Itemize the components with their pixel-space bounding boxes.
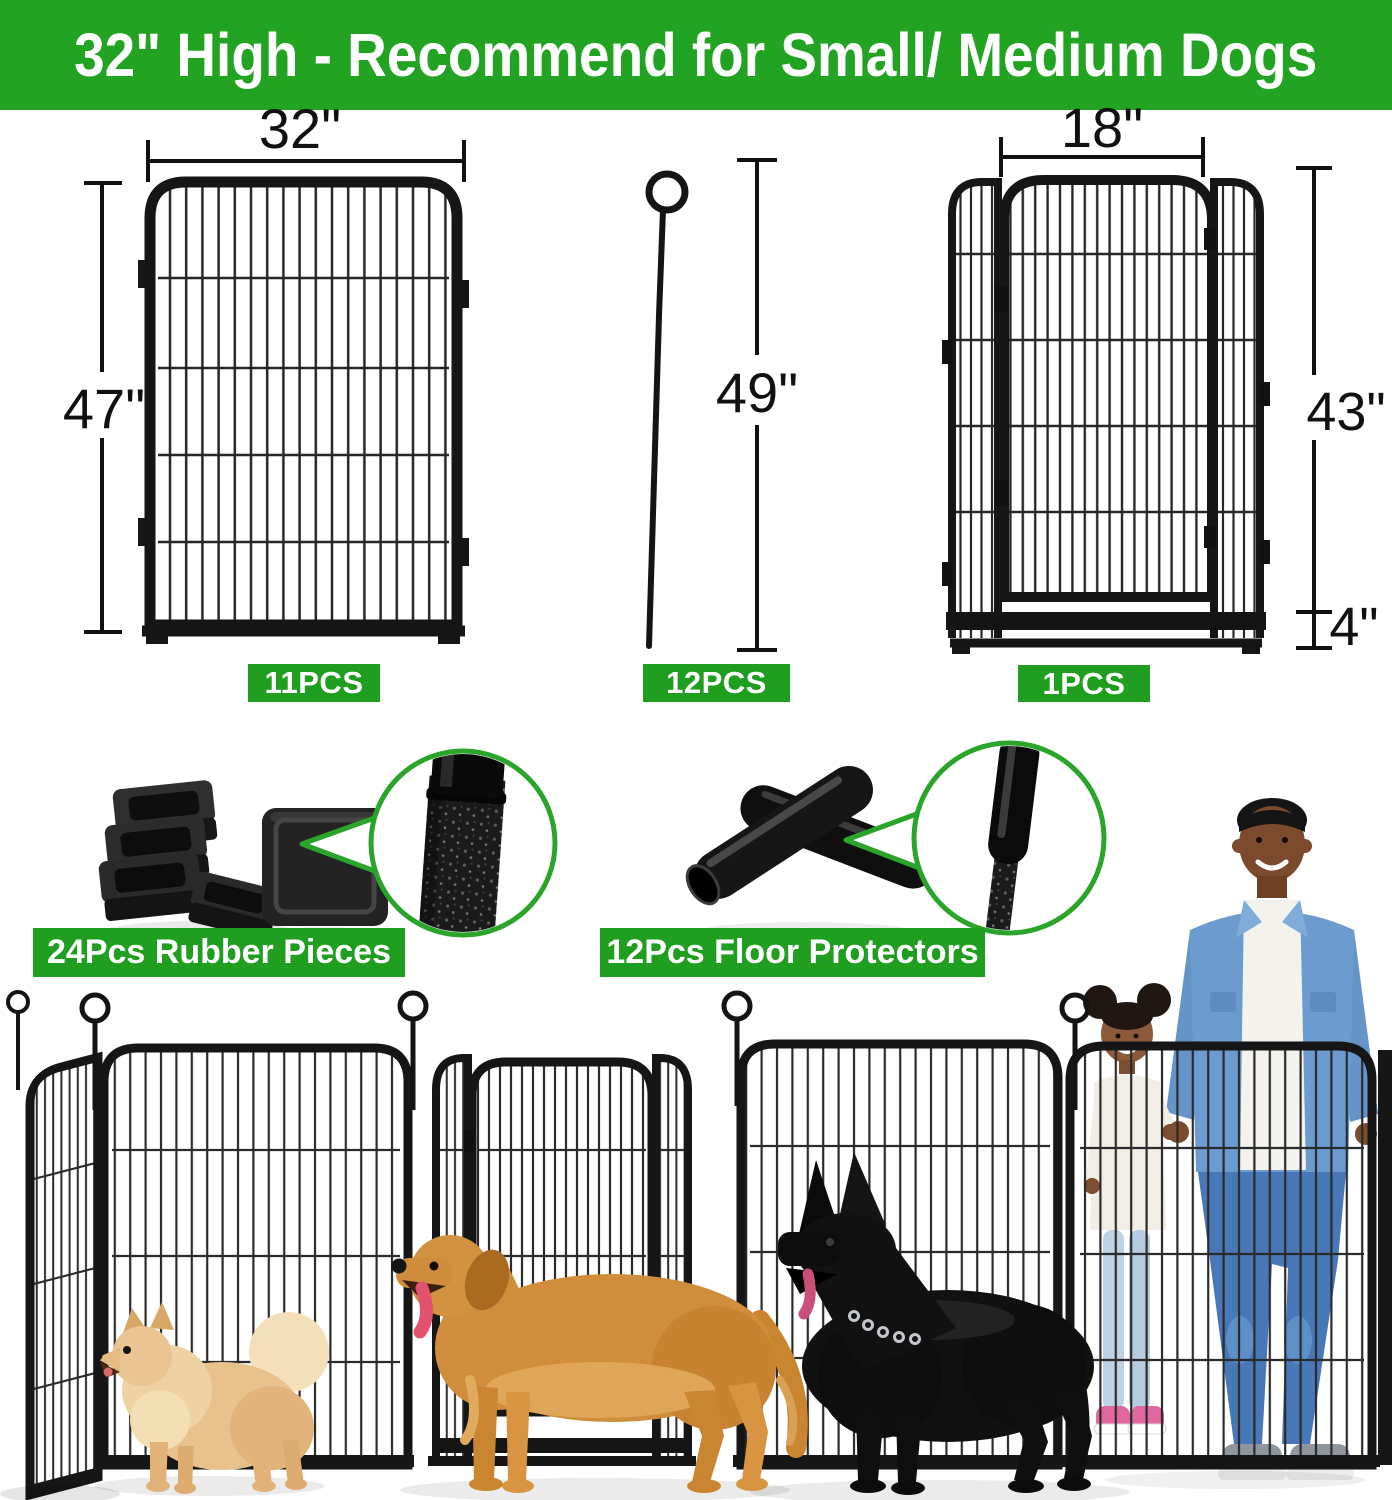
ground-stake-diagram xyxy=(649,160,798,650)
stake-count-badge: 12PCS xyxy=(643,664,790,702)
gate-base-height-label: 4" xyxy=(1329,597,1379,657)
panel-height-label: 47" xyxy=(62,377,146,440)
ground-shadows xyxy=(0,1471,1365,1500)
dimension-diagrams xyxy=(0,100,1392,720)
panel-count-badge: 11PCS xyxy=(248,664,380,702)
page-title: 32" High - Recommend for Small/ Medium Dogs xyxy=(74,21,1318,89)
fence-panel xyxy=(1062,1046,1392,1465)
gate-panel-diagram xyxy=(942,100,1386,657)
gate-count-badge: 1PCS xyxy=(1018,665,1150,702)
rubber-pieces-label: 24Pcs Rubber Pieces xyxy=(33,928,405,977)
panel-width-label: 32" xyxy=(258,100,342,160)
floor-protectors-label: 12Pcs Floor Protectors xyxy=(600,928,985,977)
fence-panel-angled xyxy=(26,1056,102,1496)
header-banner xyxy=(0,0,1392,110)
gate-width-label: 18" xyxy=(1060,100,1144,159)
stake-height-label: 49" xyxy=(715,361,799,424)
fence-panel-diagram xyxy=(63,100,469,644)
gate-height-label: 43" xyxy=(1306,382,1386,442)
fence-scene xyxy=(0,780,1392,1500)
